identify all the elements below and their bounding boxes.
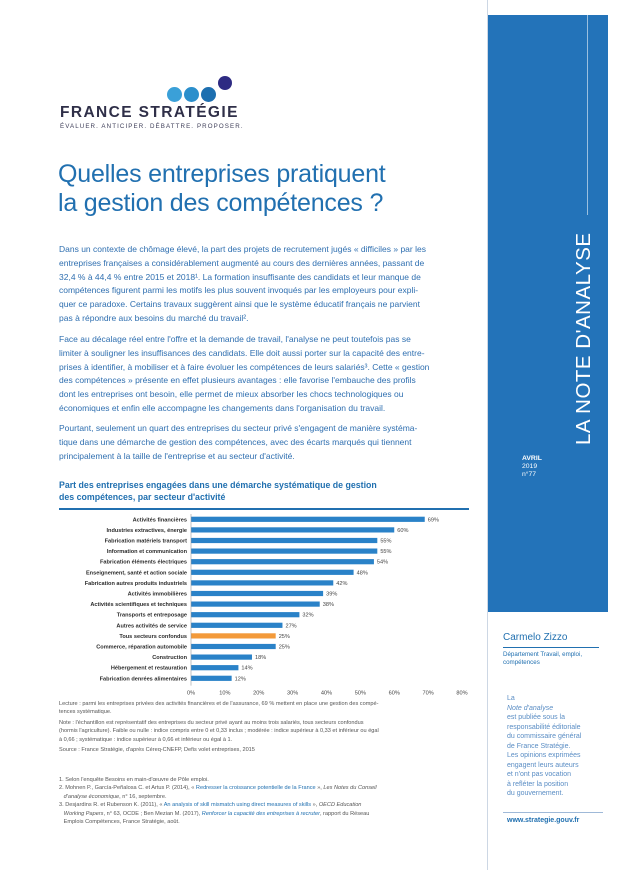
author-department: Département Travail, emploi, compétences bbox=[503, 651, 583, 666]
chart-method-note bbox=[59, 719, 471, 744]
title-line: la gestion des compétences ? bbox=[58, 189, 384, 217]
category-label: Transports et entreposage bbox=[116, 612, 187, 619]
bar bbox=[191, 644, 276, 649]
x-tick-label: 40% bbox=[320, 690, 333, 697]
editorial-disclaimer bbox=[507, 694, 607, 799]
intro-paragraph bbox=[59, 243, 469, 326]
bar bbox=[191, 549, 377, 554]
website-rule bbox=[503, 812, 603, 813]
footnote-2-cont: d'analyse économique, n° 16, septembre. bbox=[63, 793, 167, 800]
text-line: compétences figurent parmi les motifs les plus souvent invoqués par les employeurs pour expli- bbox=[59, 285, 419, 296]
france-strategie-logo bbox=[60, 74, 260, 134]
website-link[interactable]: www.strategie.gouv.fr bbox=[507, 817, 580, 824]
issue-year: 2019 bbox=[522, 463, 538, 470]
text-line: Face au décalage réel entre l'offre et la demande de travail, l'analyse ne peut toutefois pas se bbox=[59, 334, 411, 344]
issue-date bbox=[522, 455, 542, 479]
category-label: Tous secteurs confondus bbox=[119, 633, 187, 640]
x-tick-label: 60% bbox=[388, 690, 400, 697]
category-label: Activités financières bbox=[132, 517, 187, 524]
value-label: 14% bbox=[241, 665, 253, 672]
sector-bar-chart bbox=[59, 510, 474, 700]
logo-dot-icon bbox=[201, 87, 216, 102]
chart-title bbox=[59, 479, 377, 503]
note-line: Note : l'échantillon est représentatif des entreprises du secteur privé ayant au moins trois salariés, tous secteurs confondus bbox=[59, 720, 364, 726]
value-label: 18% bbox=[254, 655, 267, 662]
value-label: 42% bbox=[336, 580, 348, 587]
category-label: Industries extractives, énergie bbox=[106, 527, 187, 534]
text-line: économiques et enfin elle accompagne les changements dans l'organisation du travail. bbox=[59, 402, 386, 413]
logo-tagline: ÉVALUER. ANTICIPER. DÉBATTRE. PROPOSER. bbox=[60, 123, 244, 130]
issue-number: n°77 bbox=[522, 471, 537, 478]
chart-reading-note bbox=[59, 700, 471, 717]
text-line: quer ce paradoxe. Certains travaux suggèrent ainsi que le système éducatif français ne parvient bbox=[59, 299, 420, 310]
text-line: dont les entreprises ont besoin, elle permet de mieux absorber les chocs technologiques ou bbox=[59, 389, 404, 400]
value-label: 25% bbox=[278, 644, 290, 651]
second-paragraph bbox=[59, 333, 469, 416]
category-label: Activités scientifiques et techniques bbox=[90, 602, 187, 609]
third-paragraph bbox=[59, 422, 469, 463]
x-tick-label: 50% bbox=[354, 690, 366, 697]
chart-title-line: des compétences, par secteur d'activité bbox=[59, 492, 226, 502]
disclaimer-line: et n'ont pas vocation bbox=[507, 771, 571, 778]
bar bbox=[191, 623, 282, 628]
x-tick-label: 80% bbox=[456, 690, 468, 697]
bar bbox=[191, 517, 425, 522]
footnote-link[interactable]: Redresser la croissance potentielle de la France bbox=[195, 785, 316, 792]
bar bbox=[191, 665, 238, 670]
bar bbox=[191, 591, 323, 596]
disclaimer-line: La Note d'analyse bbox=[507, 695, 554, 712]
logo-dot-icon bbox=[218, 76, 232, 90]
author-block bbox=[503, 632, 608, 667]
disclaimer-line: engagent leurs auteurs bbox=[507, 761, 579, 769]
bar bbox=[191, 676, 232, 681]
issue-month: AVRIL bbox=[522, 455, 542, 462]
value-label: 55% bbox=[380, 549, 392, 556]
note-line: à 0,66 ; systématique : indice supérieur à 0,66 et inférieur ou égal à 1. bbox=[59, 736, 233, 743]
value-label: 25% bbox=[278, 633, 290, 640]
page-title bbox=[58, 160, 458, 218]
disclaimer-line: de France Stratégie. bbox=[507, 742, 571, 750]
bar bbox=[191, 633, 276, 638]
bar bbox=[191, 538, 377, 543]
value-label: 27% bbox=[285, 623, 297, 630]
bar bbox=[191, 559, 374, 564]
bar bbox=[191, 580, 333, 585]
value-label: 54% bbox=[376, 559, 389, 566]
disclaimer-line: responsabilité éditoriale bbox=[507, 723, 581, 731]
disclaimer-line: à refléter la position bbox=[507, 780, 569, 788]
banner-vertical-title: LA NOTE D'ANALYSE bbox=[572, 232, 595, 445]
footnote-link[interactable]: An analysis of skill mismatch using direct measures of skills bbox=[163, 802, 312, 809]
bar bbox=[191, 612, 299, 617]
footnote-3: 3. Desjardins R. et Rubenson K. (2011), « An analysis of skill mismatch using direct measures of skills », OECD Education bbox=[59, 802, 362, 809]
value-label: 55% bbox=[380, 538, 392, 545]
text-line: tique dans une démarche de gestion des compétences, avec des écarts marqués qui tiennent bbox=[59, 436, 412, 447]
text-line: principalement à la taille de l'entreprise et au secteur d'activité. bbox=[59, 450, 295, 461]
author-rule bbox=[503, 647, 599, 648]
note-analyse-banner bbox=[488, 15, 608, 612]
note-line: tences systématique. bbox=[59, 709, 112, 716]
x-tick-label: 20% bbox=[253, 690, 265, 697]
text-line: des compétences » présente en effet plusieurs avantages : elle favorise l'embauche des profils bbox=[59, 375, 416, 386]
text-line: pas à répondre aux besoins du marché du travail². bbox=[59, 312, 249, 323]
category-label: Fabrication matériels transport bbox=[104, 538, 187, 545]
x-tick-label: 0% bbox=[186, 690, 196, 697]
disclaimer-line: est publiée sous la bbox=[507, 714, 565, 721]
note-line: (hormis l'agriculture). Faible ou nulle : indice compris entre 0 et 0,33 inclus ; modérée : indice supérieur à 0,33 et inférieur ou égal bbox=[59, 728, 379, 735]
category-label: Construction bbox=[152, 655, 187, 662]
category-label: Fabrication denrées alimentaires bbox=[99, 676, 187, 683]
bar bbox=[191, 570, 354, 575]
footnote-link[interactable]: Renforcer la capacité des entreprises à recruter bbox=[201, 810, 320, 817]
text-line: Dans un contexte de chômage élevé, la part des projets de recrutement jugés « difficiles » par les bbox=[59, 244, 426, 254]
disclaimer-line: Les opinions exprimées bbox=[507, 752, 581, 759]
banner-tick bbox=[587, 15, 588, 215]
category-label: Commerce, réparation automobile bbox=[96, 644, 187, 651]
value-label: 32% bbox=[302, 612, 314, 619]
category-label: Autres activités de service bbox=[116, 623, 187, 630]
value-label: 69% bbox=[427, 517, 439, 524]
value-label: 60% bbox=[397, 527, 409, 534]
logo-name: FRANCE STRATÉGIE bbox=[60, 104, 239, 121]
category-label: Enseignement, santé et action sociale bbox=[85, 570, 187, 577]
footnote-1: 1. Selon l'enquête Besoins en main-d'œuvre de Pôle emploi. bbox=[59, 777, 209, 783]
bar bbox=[191, 602, 320, 607]
value-label: 48% bbox=[356, 570, 368, 577]
text-line: limiter à souligner les insuffisances des candidats. Elle doit aussi porter sur la capacité des entre- bbox=[59, 347, 425, 358]
footnote-3-cont: Emplois Compétences, France Stratégie, août. bbox=[63, 819, 180, 826]
chart-title-line: Part des entreprises engagées dans une démarche systématique de gestion bbox=[59, 480, 377, 490]
category-label: Fabrication autres produits industriels bbox=[84, 580, 187, 587]
footnote-3-cont: Working Papers, n° 63, OCDE ; Ben Mezian M. (2017), Renforcer la capacité des entreprises à recruter, rapport du Réseau bbox=[63, 810, 370, 817]
title-line: Quelles entreprises pratiquent bbox=[58, 160, 386, 188]
logo-dot-icon bbox=[167, 87, 182, 102]
author-name: Carmelo Zizzo bbox=[503, 632, 568, 643]
disclaimer-line: du commissaire général bbox=[507, 733, 582, 740]
text-line: Pourtant, seulement un quart des entreprises du secteur privé s'engagent de manière systéma- bbox=[59, 423, 418, 433]
category-label: Hébergement et restauration bbox=[110, 665, 187, 672]
footnotes bbox=[59, 776, 474, 826]
footnote-2: 2. Mohnen P., García-Peñalosa C. et Artus P. (2014), « Redresser la croissance potentielle de la France », Les Notes du Conseil bbox=[59, 785, 377, 792]
text-line: prises à identifier, à mobiliser et à faire évoluer les compétences de leurs salariés³. Cette « gestion bbox=[59, 361, 430, 372]
text-line: entreprises françaises a considérablement augmenté au cours des dernières années, passant de bbox=[59, 257, 425, 268]
value-label: 39% bbox=[326, 591, 338, 598]
note-line: Lecture : parmi les entreprises privées des activités financières et de l'assurance, 69 % mettent en place une gestion des compé- bbox=[59, 701, 379, 707]
logo-dot-icon bbox=[184, 87, 199, 102]
text-line: 32,4 % à 44,4 % entre 2015 et 2018¹. La formation insuffisante des candidats et leur manque de bbox=[59, 271, 421, 282]
x-tick-label: 30% bbox=[287, 690, 299, 697]
disclaimer-line: du gouvernement. bbox=[507, 790, 564, 797]
bar bbox=[191, 655, 252, 660]
x-tick-label: 10% bbox=[219, 690, 231, 697]
category-label: Activités immobilières bbox=[127, 591, 187, 598]
chart-source: Source : France Stratégie, d'après Céreq-CNEFP, Defis volet entreprises, 2015 bbox=[59, 747, 255, 753]
category-label: Information et communication bbox=[106, 549, 187, 556]
bar bbox=[191, 527, 394, 532]
x-tick-label: 70% bbox=[422, 690, 434, 697]
category-label: Fabrication éléments électriques bbox=[99, 559, 187, 566]
value-label: 38% bbox=[322, 602, 334, 609]
value-label: 12% bbox=[234, 676, 246, 683]
